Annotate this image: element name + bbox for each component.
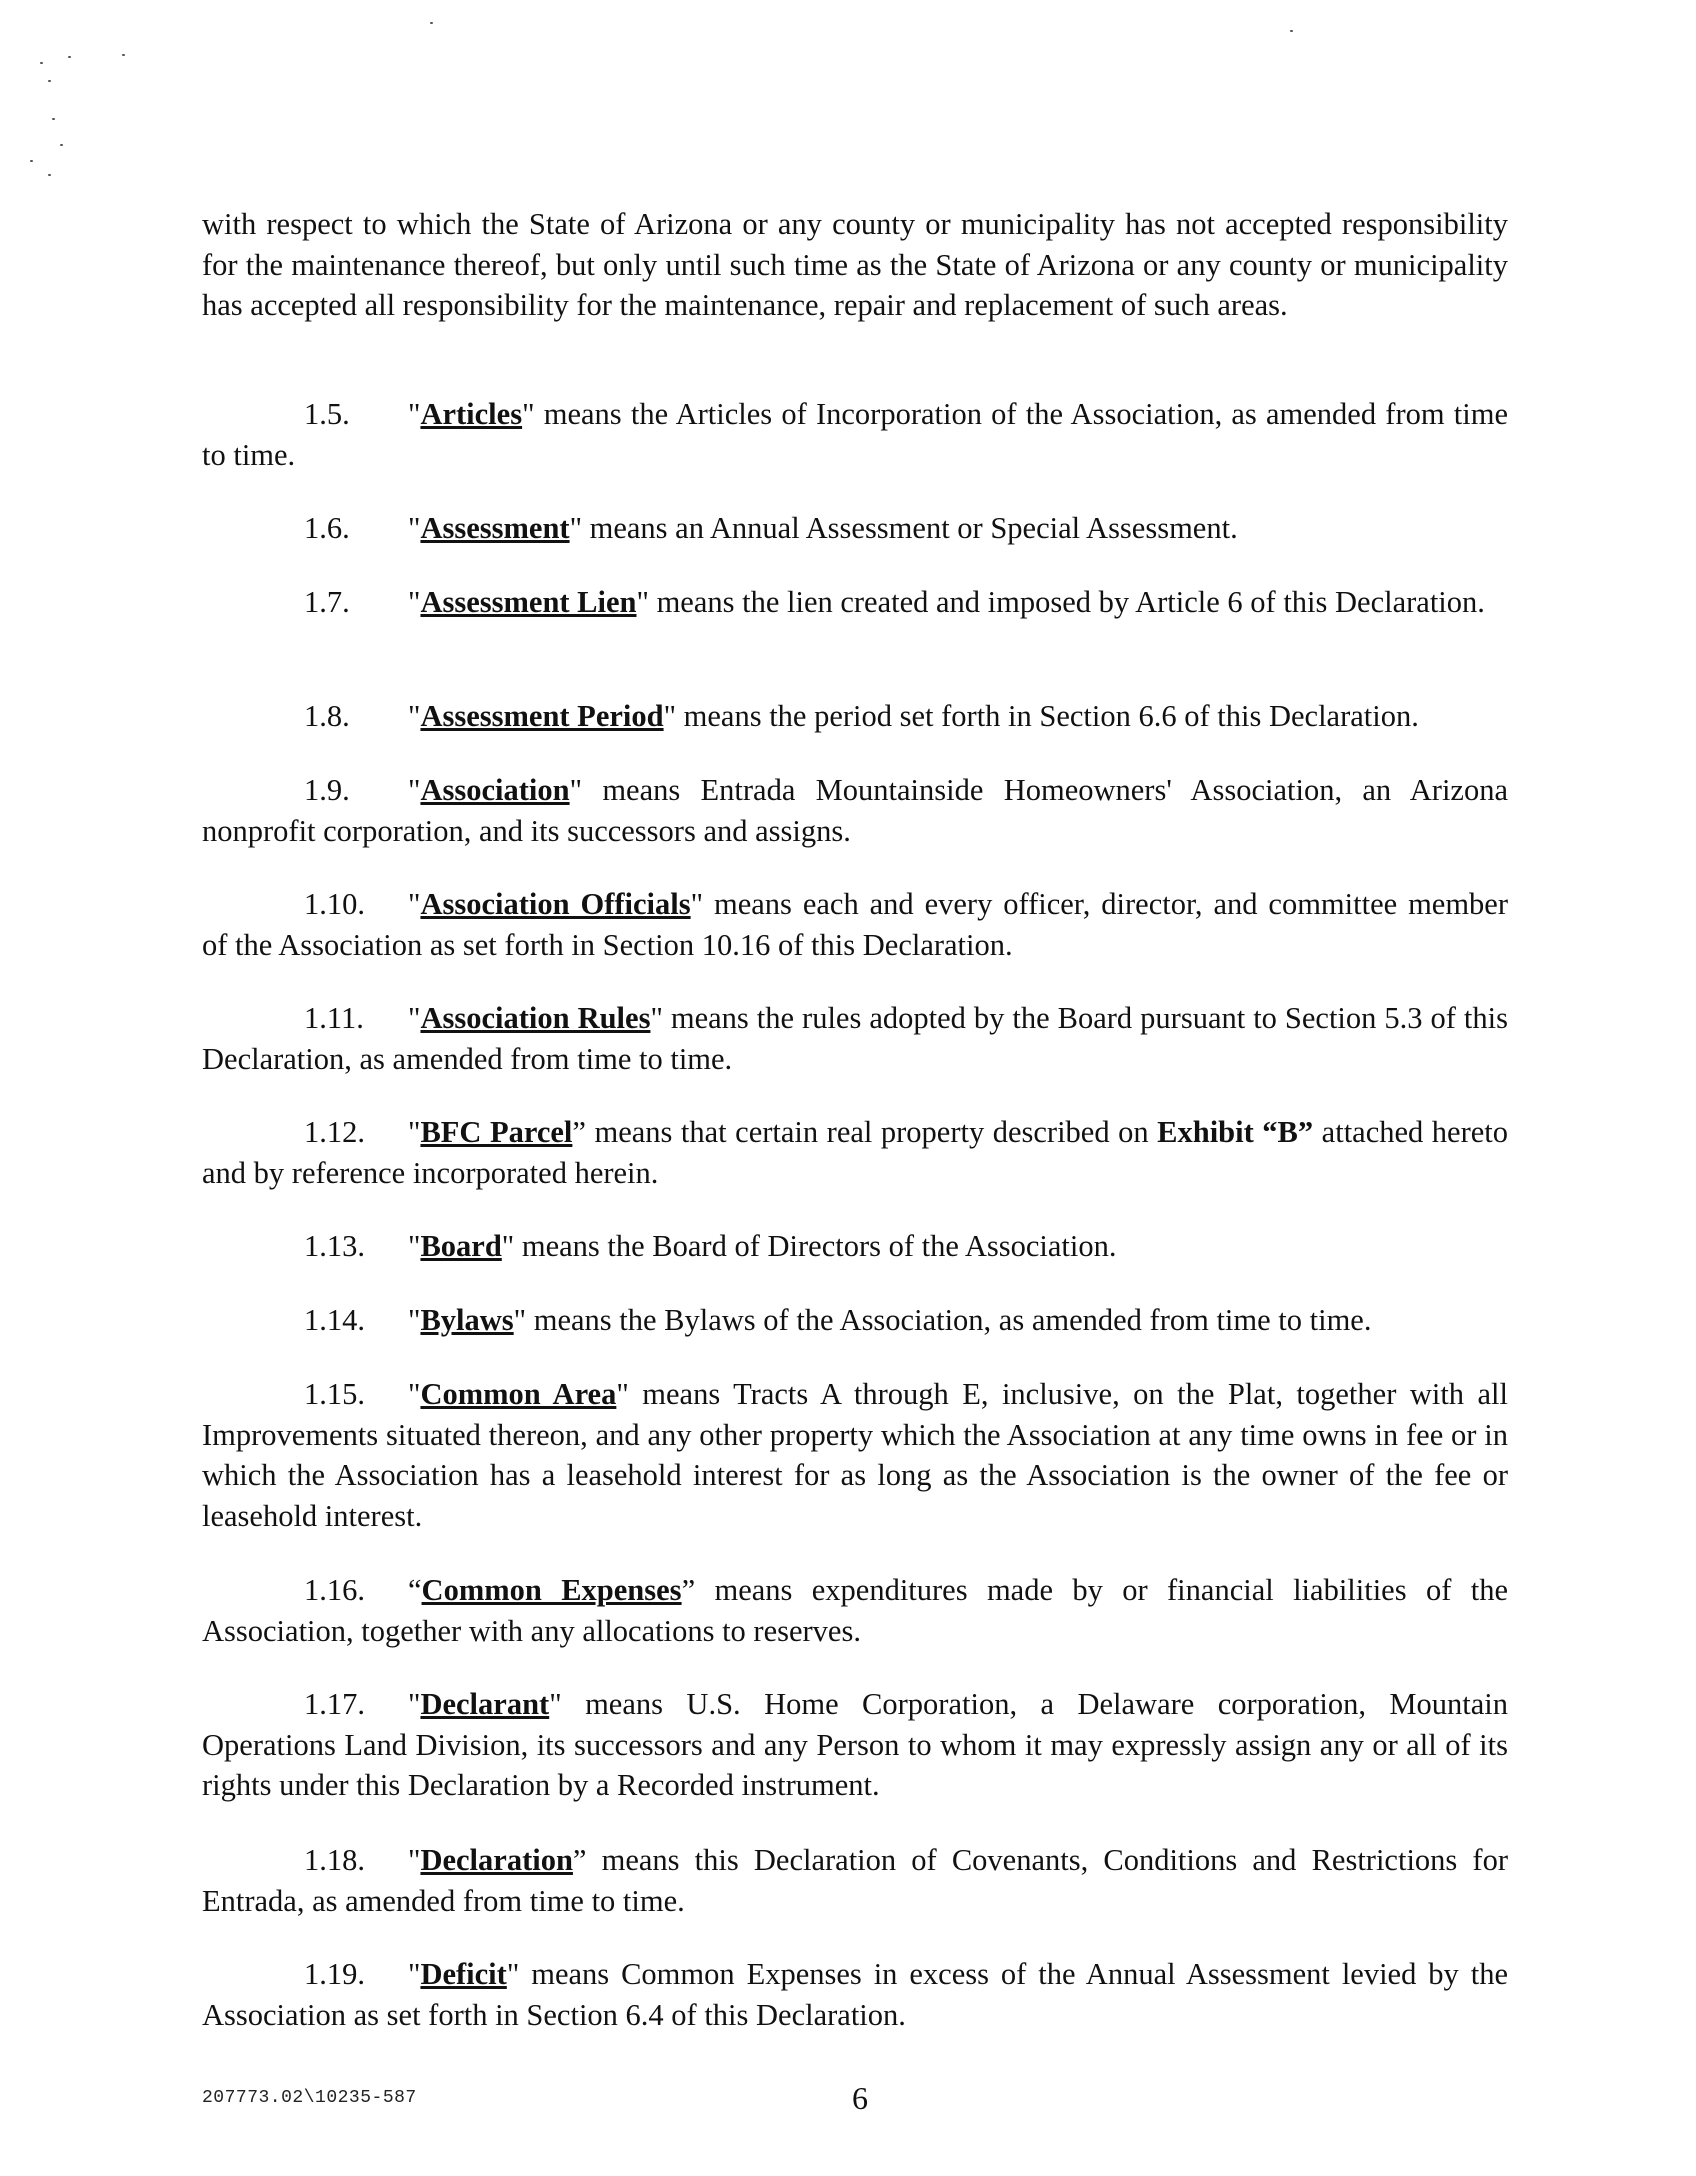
- open-quote: ": [408, 397, 421, 431]
- definition-text: " means Common Expenses in excess of the Annual Assessment levied by the Association as set forth in Section 6.4 of this Declaration.: [202, 1957, 1508, 2032]
- definition-paragraph: [202, 1300, 1508, 1341]
- defined-term: Association Officials: [420, 887, 691, 921]
- intro-paragraph: with respect to which the State of Arizona or any county or municipality has not accepted responsibility for the maintenance thereof, but only until such time as the State of Arizona or any county or municipality has accepted all responsibility for the maintenance, repair and replacement of such areas.: [202, 207, 1508, 322]
- definition-text: " means the Board of Directors of the Association.: [501, 1229, 1117, 1263]
- section-number: 1.17.: [304, 1687, 365, 1721]
- open-quote: ": [408, 1957, 421, 1991]
- defined-term: BFC Parcel: [420, 1115, 573, 1149]
- defined-term: Declarant: [420, 1687, 550, 1721]
- section-number: 1.18.: [304, 1843, 365, 1877]
- definition-text: ” means this Declaration of Covenants, Conditions and Restrictions for Entrada, as amended from time to time.: [202, 1843, 1508, 1918]
- definition-text: attached hereto and by reference incorporated herein.: [202, 1115, 1509, 1190]
- definition-text: " means each and every officer, director, and committee member of the Association as set forth in Section 10.16 of this Declaration.: [202, 887, 1508, 962]
- scan-speck: [48, 174, 51, 176]
- defined-term: Bylaws: [420, 1303, 514, 1337]
- definition-paragraph: [202, 1570, 1508, 1651]
- scan-speck: [1290, 30, 1293, 32]
- definition-text: " means the Bylaws of the Association, as amended from time to time.: [513, 1303, 1372, 1337]
- section-number: 1.11.: [304, 1001, 364, 1035]
- definition-text: " means an Annual Assessment or Special Assessment.: [569, 511, 1238, 545]
- open-quote: ": [408, 585, 421, 619]
- scan-speck: [60, 144, 63, 146]
- section-number: 1.13.: [304, 1229, 365, 1263]
- exhibit-reference: Exhibit “B”: [1157, 1115, 1314, 1149]
- scan-speck: [52, 118, 55, 120]
- section-number: 1.19.: [304, 1957, 365, 1991]
- section-number: 1.9.: [304, 773, 350, 807]
- defined-term: Declaration: [420, 1843, 573, 1877]
- section-number: 1.7.: [304, 585, 350, 619]
- open-quote: ": [408, 1687, 421, 1721]
- definition-paragraph: [202, 1112, 1508, 1193]
- open-quote: ": [408, 511, 421, 545]
- defined-term: Assessment Period: [420, 699, 664, 733]
- open-quote: ": [408, 887, 421, 921]
- definition-paragraph: [202, 508, 1508, 549]
- definition-text: " means the rules adopted by the Board pursuant to Section 5.3 of this Declaration, as amended from time to time.: [202, 1001, 1508, 1076]
- open-quote: ": [408, 1115, 421, 1149]
- section-number: 1.15.: [304, 1377, 365, 1411]
- definition-paragraph: [202, 394, 1508, 475]
- section-number: 1.14.: [304, 1303, 365, 1337]
- defined-term: Board: [420, 1229, 502, 1263]
- definition-paragraph: [202, 1684, 1508, 1806]
- definition-paragraph: [202, 696, 1508, 737]
- section-number: 1.12.: [304, 1115, 365, 1149]
- scan-speck: [430, 22, 433, 24]
- definition-text: ” means that certain real property described on: [572, 1115, 1158, 1149]
- definition-paragraph: [202, 770, 1508, 851]
- open-quote: ": [408, 1843, 421, 1877]
- definition-text: " means Tracts A through E, inclusive, on the Plat, together with all Improvements situated thereon, and any other property which the Association at any time owns in fee or in which the Association has a leasehold interest for as long as the Association is the owner of the fee or leasehold interest.: [202, 1377, 1509, 1533]
- open-quote: ": [408, 699, 421, 733]
- definition-paragraph: [202, 1226, 1508, 1267]
- definition-paragraph: [202, 1840, 1508, 1921]
- definition-text: " means the lien created and imposed by Article 6 of this Declaration.: [636, 585, 1485, 619]
- open-quote: “: [408, 1573, 422, 1607]
- definition-paragraph: [202, 582, 1508, 623]
- section-number: 1.16.: [304, 1573, 365, 1607]
- definition-text: " means the Articles of Incorporation of the Association, as amended from time to time.: [202, 397, 1508, 472]
- defined-term: Assessment: [420, 511, 570, 545]
- section-number: 1.6.: [304, 511, 350, 545]
- scan-speck: [30, 160, 33, 162]
- scan-speck: [122, 54, 125, 56]
- section-number: 1.5.: [304, 397, 350, 431]
- defined-term: Common Area: [420, 1377, 617, 1411]
- open-quote: ": [408, 1001, 421, 1035]
- scan-speck: [40, 62, 43, 64]
- open-quote: ": [408, 773, 421, 807]
- defined-term: Association: [420, 773, 570, 807]
- defined-term: Common Expenses: [421, 1573, 682, 1607]
- definition-paragraph: [202, 998, 1508, 1079]
- definition-text: ” means expenditures made by or financial liabilities of the Association, together with any allocations to reserves.: [202, 1573, 1508, 1648]
- scan-speck: [68, 56, 71, 58]
- defined-term: Articles: [420, 397, 523, 431]
- defined-term: Assessment Lien: [420, 585, 637, 619]
- document-id: 207773.02\10235-587: [202, 2088, 417, 2108]
- definition-paragraph: [202, 884, 1508, 965]
- open-quote: ": [408, 1229, 421, 1263]
- scan-speck: [48, 80, 51, 82]
- definition-paragraph: [202, 1374, 1508, 1536]
- definition-text: " means U.S. Home Corporation, a Delaware corporation, Mountain Operations Land Division, its successors and any Person to whom it may expressly assign any or all of its rights under this Declaration by a Recorded instrument.: [202, 1687, 1508, 1802]
- definition-paragraph: [202, 1954, 1508, 2035]
- section-number: 1.10.: [304, 887, 365, 921]
- defined-term: Deficit: [420, 1957, 507, 1991]
- definition-text: " means the period set forth in Section 6.6 of this Declaration.: [663, 699, 1419, 733]
- defined-term: Association Rules: [420, 1001, 651, 1035]
- open-quote: ": [408, 1303, 421, 1337]
- section-number: 1.8.: [304, 699, 350, 733]
- page-number: 6: [852, 2080, 868, 2116]
- open-quote: ": [408, 1377, 421, 1411]
- definition-text: " means Entrada Mountainside Homeowners' Association, an Arizona nonprofit corporation, and its successors and assigns.: [202, 773, 1508, 848]
